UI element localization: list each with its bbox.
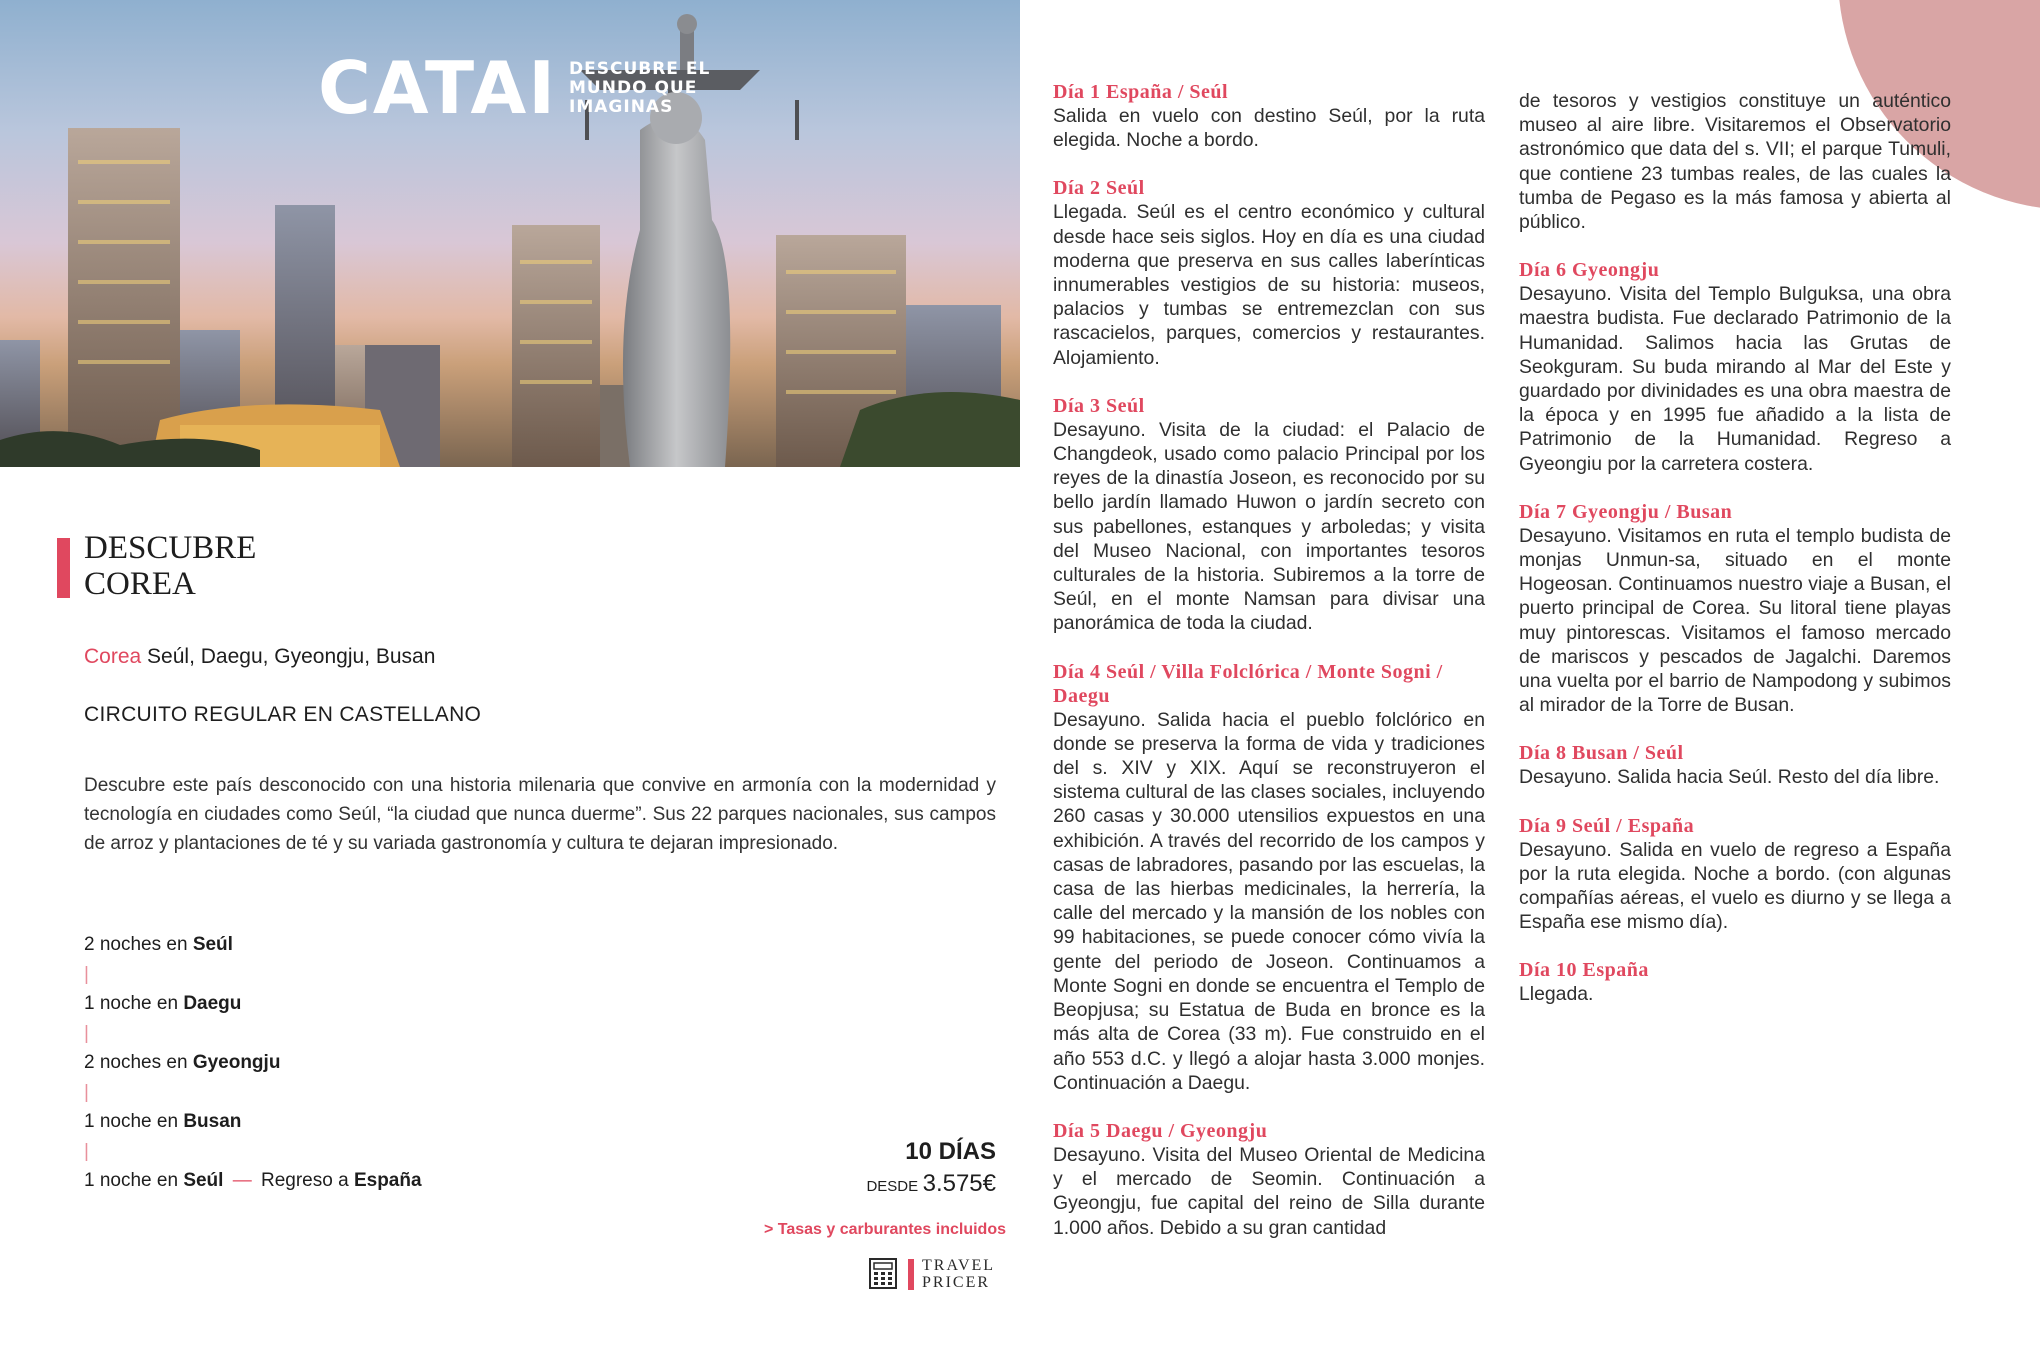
stay-nights: 1 noche en (84, 993, 179, 1014)
price-from-label: DESDE (866, 1178, 919, 1195)
day-text: Desayuno. Visita del Museo Oriental de Medicina y el mercado de Seomin. Continuación a Gyeongju, fue capital del reino de Silla durante 1.000 años. Debido a su gran cantidad (1053, 1143, 1485, 1239)
stay-item (84, 930, 422, 960)
stays-list (84, 930, 422, 1196)
brand-name: CATAI (318, 46, 558, 130)
travel-pricer-line: PRICER (922, 1274, 991, 1291)
itinerary-day (1053, 1119, 1485, 1240)
stay-item (84, 1048, 422, 1078)
stay-dash: — (232, 1170, 252, 1191)
stay-nights: 2 noches en (84, 934, 188, 955)
itinerary-day (1053, 394, 1485, 636)
itinerary-day (1053, 660, 1485, 1095)
brand-tagline-line: MUNDO QUE (569, 77, 698, 98)
itinerary-day (1519, 500, 1951, 718)
itinerary-day-continued (1519, 89, 1951, 234)
day-text: Desayuno. Visitamos en ruta el templo budista de monjas Unmun-sa, situado en el monte Hogeosan. Continuamos nuestro viaje a Busan, el puerto principal de Corea. Su litoral tiene playas muy pintorescas. Visitamos el famoso mercado de mariscos y pescados de Jagalchi. Daremos una vuelta por el barrio de Nampodong y subimos al mirador de la Torre de Busan. (1519, 524, 1951, 717)
stay-separator: | (84, 1082, 89, 1103)
brand-tagline-line: DESCUBRE EL (569, 58, 711, 79)
stay-nights: 2 noches en (84, 1052, 188, 1073)
travel-pricer-bar (908, 1259, 914, 1290)
destination-cities: Seúl, Daegu, Gyeongju, Busan (147, 645, 436, 668)
circuit-type: CIRCUITO REGULAR EN CASTELLANO (84, 703, 482, 726)
itinerary-column-2 (1519, 89, 1951, 1031)
day-text: Llegada. Seúl es el centro económico y cultural desde hace seis siglos. Hoy en día es una ciudad moderna que preserva en sus calles laberínticas innumerables vestigios de su historia: museos, palacios y tumbas se entremezclan con sus rascacielos, parques, comercios y restaurantes. Alojamiento. (1053, 201, 1485, 369)
day-title: Día 5 Daegu / Gyeongju (1053, 1119, 1268, 1142)
brand-tagline-line: IMAGINAS (569, 96, 674, 117)
day-title: Día 2 Seúl (1053, 177, 1145, 200)
travel-pricer-line: TRAVEL (922, 1257, 996, 1274)
calculator-icon[interactable] (869, 1258, 897, 1289)
hero-photo (0, 0, 1020, 467)
title-accent-bar (57, 538, 70, 598)
day-text: Desayuno. Salida en vuelo de regreso a España por la ruta elegida. Noche a bordo. (con algunas compañías aéreas, el vuelo es diurno y se llega a España ese mismo día). (1519, 838, 1951, 934)
stay-item (84, 1107, 422, 1137)
day-text: Desayuno. Visita del Templo Bulguksa, una obra maestra budista. Fue declarado Patrimonio de la Humanidad. Salimos hacia las Grutas de Seokguram. Su buda mirando al Mar del Este y guardado por divinidades es una obra maestra de la época y en 1995 fue añadido a la lista de Patrimonio de la Humanidad. Regreso a Gyeongiu por la carretera costera. (1519, 283, 1951, 475)
day-title: Día 4 Seúl / Villa Folclórica / Monte Sogni / Daegu (1053, 660, 1443, 707)
stay-city: Gyeongju (192, 1052, 281, 1073)
destination-line (84, 645, 435, 669)
taxes-included-link[interactable]: > Tasas y carburantes incluidos (763, 1221, 1006, 1238)
catai-logo (318, 46, 711, 130)
day-text: Desayuno. Salida hacia el pueblo folclórico en donde se preserva la forma de vida y tradiciones del s. XIV y XIX. Aquí se reconstruyeron el sistema cultural de las clases sociales, incluyendo 260 casas y 30.000 utensilios expuestos en una exhibición. A través del recorrido de los campos y casas de labradores, pasando por las escuelas, la casa de las hierbas medicinales, la herrería, la calle del mercado y la mansión de los nobles con 99 habitaciones, se puede conocer cómo vivía la gente del periodo de Joseon. Continuamos a Monte Sogni en donde se encuentra el Templo de Beopjusa; su Estatua de Buda en bronce es la más alta de Corea (33 m). Fue construido en el año 553 d.C. y llegó a alojar hasta 3.000 monjes. Continuación a Daegu. (1053, 708, 1485, 1094)
day-title: Día 8 Busan / Seúl (1519, 742, 1684, 765)
itinerary-day (1519, 741, 1951, 789)
stay-city: Seúl (192, 934, 233, 955)
brand-tagline (569, 60, 710, 117)
page-title (84, 530, 256, 602)
day-text: Salida en vuelo con destino Seúl, por la ruta elegida. Noche a bordo. (1053, 105, 1485, 152)
price-amount: 3.575€ (922, 1170, 996, 1197)
stay-city: Seúl (183, 1170, 224, 1191)
itinerary-day (1053, 80, 1485, 152)
stay-nights: 1 noche en (84, 1111, 179, 1132)
stay-nights: 1 noche en (84, 1170, 179, 1191)
trip-duration: 10 DÍAS (905, 1138, 996, 1165)
intro-paragraph: Descubre este país desconocido con una historia milenaria que convive en armonía con la modernidad y tecnología en ciudades como Seúl, “la ciudad que nunca duerme”. Sus 22 parques nacionales, sus campos de arroz y plantaciones de té y su variada gastronomía y cultura te dejaran impresionado. (84, 775, 996, 854)
itinerary-day (1519, 814, 1951, 935)
day-title: Día 3 Seúl (1053, 394, 1145, 417)
itinerary-column-1 (1053, 80, 1485, 1264)
stay-return: Regreso a (261, 1170, 349, 1191)
day-title: Día 10 España (1519, 959, 1649, 982)
day-title: Día 6 Gyeongju (1519, 259, 1660, 282)
stay-item (84, 1166, 422, 1196)
title-line: COREA (84, 566, 196, 602)
day-title: Día 1 España / Seúl (1053, 81, 1229, 103)
day-title: Día 7 Gyeongju / Busan (1519, 500, 1733, 523)
stay-city: Busan (183, 1111, 242, 1132)
travel-pricer-logo[interactable] (922, 1257, 995, 1291)
day-title: Día 9 Seúl / España (1519, 814, 1695, 837)
itinerary-day (1519, 958, 1951, 1006)
itinerary-day (1053, 176, 1485, 369)
price (800, 1170, 996, 1198)
stay-separator: | (84, 964, 89, 985)
stay-return-country: España (353, 1170, 422, 1191)
stay-separator: | (84, 1141, 89, 1162)
day-text: Llegada. (1519, 983, 1594, 1006)
stay-city: Daegu (183, 993, 242, 1014)
destination-country: Corea (84, 645, 142, 668)
title-line: DESCUBRE (84, 530, 257, 566)
day-text: Desayuno. Salida hacia Seúl. Resto del día libre. (1519, 766, 1940, 789)
itinerary-day (1519, 258, 1951, 476)
stay-separator: | (84, 1023, 89, 1044)
day-text: Desayuno. Visita de la ciudad: el Palacio de Changdeok, usado como palacio Principal por los reyes de la dinastía Joseon, es reconocido por su bello jardín llamado Huwon o jardín secreto con sus pabellones, estanques y arboledas; y visita del Museo Nacional, con importantes tesoros culturales de la historia. Subiremos a la torre de Seúl, en el monte Namsan para divisar una panorámica de toda la ciudad. (1053, 418, 1485, 635)
stay-item (84, 989, 422, 1019)
day-text: de tesoros y vestigios constituye un auténtico museo al aire libre. Visitaremos el Observatorio astronómico que data del s. VII; el parque Tumuli, que contiene 23 tumbas reales, de las cuales la tumba de Pegaso es la más famosa y abierta al público. (1519, 90, 1951, 234)
